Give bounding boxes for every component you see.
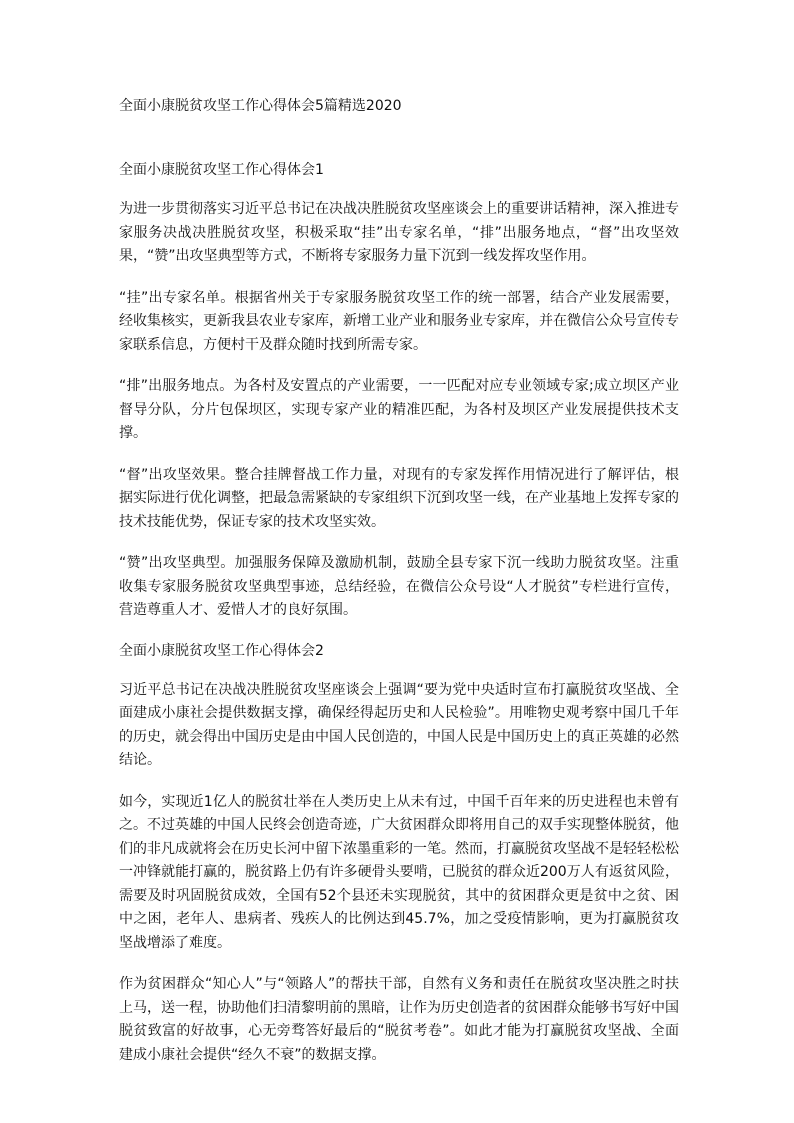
section-heading: 全面小康脱贫攻坚工作心得体会1 (119, 162, 324, 178)
document-title: 全面小康脱贫攻坚工作心得体会5篇精选2020 (119, 98, 402, 114)
paragraph: “赞”出攻坚典型。加强服务保障及激励机制，鼓励全县专家下沉一线助力脱贫攻坚。注重收集专家服务脱贫攻坚典型事迹，总结经验，在微信公众号设“人才脱贫”专栏进行宣传，营造尊重人才、爱惜人才的良好氛围。 (119, 555, 679, 618)
document-body (119, 96, 679, 1085)
section-heading: 全面小康脱贫攻坚工作心得体会2 (119, 642, 324, 659)
paragraph: 为进一步贯彻落实习近平总书记在决战决胜脱贫攻坚座谈会上的重要讲话精神，深入推进专家服务决战决胜脱贫攻坚，积极采取“挂”出专家名单，“排”出服务地点，“督”出攻坚效果，“赞”出攻坚典型等方式，不断将专家服务力量下沉到一线发挥攻坚作用。 (119, 201, 679, 264)
section-1 (119, 160, 679, 623)
paragraph: 如今，实现近1亿人的脱贫壮举在人类历史上从未有过，中国千百年来的历史进程也未曾有之。不过英雄的中国人民终会创造奇迹，广大贫困群众即将用自己的双手实现整体脱贫，他们的非凡成就将会在历史长河中留下浓墨重彩的一笔。然而，打赢脱贫攻坚战不是轻轻松松一冲锋就能打赢的，脱贫路上仍有许多硬骨头要啃，已脱贫的群众近200万人有返贫风险，需要及时巩固脱贫成效，全国有52个县还未实现脱贫，其中的贫困群众更是贫中之贫、困中之困，老年人、患病者、残疾人的比例达到45.7%，加之受疫情影响，更为打赢脱贫攻坚战增添了难度。 (119, 793, 679, 951)
paragraph: 习近平总书记在决战决胜脱贫攻坚座谈会上强调“要为党中央适时宣布打赢脱贫攻坚战、全面建成小康社会提供数据支撑，确保经得起历史和人民检验”。用唯物史观考察中国几千年的历史，就会得出中国历史是由中国人民创造的，中国人民是中国历史上的真正英雄的必然结论。 (119, 681, 679, 768)
paragraph: “督”出攻坚效果。整合挂牌督战工作力量，对现有的专家发挥作用情况进行了解评估，根据实际进行优化调整，把最急需紧缺的专家组织下沉到攻坚一线，在产业基地上发挥专家的技术技能优势，保证专家的技术攻坚实效。 (119, 466, 679, 530)
paragraph: “排”出服务地点。为各村及安置点的产业需要，一一匹配对应专业领域专家;成立坝区产业督导分队，分片包保坝区，实现专家产业的精准匹配，为各村及坝区产业发展提供技术支撑。 (119, 378, 679, 441)
paragraph: 作为贫困群众“知心人”与“领路人”的帮扶干部，自然有义务和责任在脱贫攻坚决胜之时扶上马，送一程，协助他们扫清黎明前的黑暗，让作为历史创造者的贫困群众能够书写好中国脱贫致富的好故事，心无旁骛答好最后的“脱贫考卷”。如此才能为打赢脱贫攻坚战、全面建成小康社会提供“经久不衰”的数据支撑。 (119, 976, 679, 1063)
paragraph: “挂”出专家名单。根据省州关于专家服务脱贫攻坚工作的统一部署，结合产业发展需要，经收集核实，更新我县农业专家库，新增工业产业和服务业专家库，并在微信公众号宣传专家联系信息，方便村干及群众随时找到所需专家。 (119, 289, 679, 353)
section-2 (119, 641, 679, 1068)
